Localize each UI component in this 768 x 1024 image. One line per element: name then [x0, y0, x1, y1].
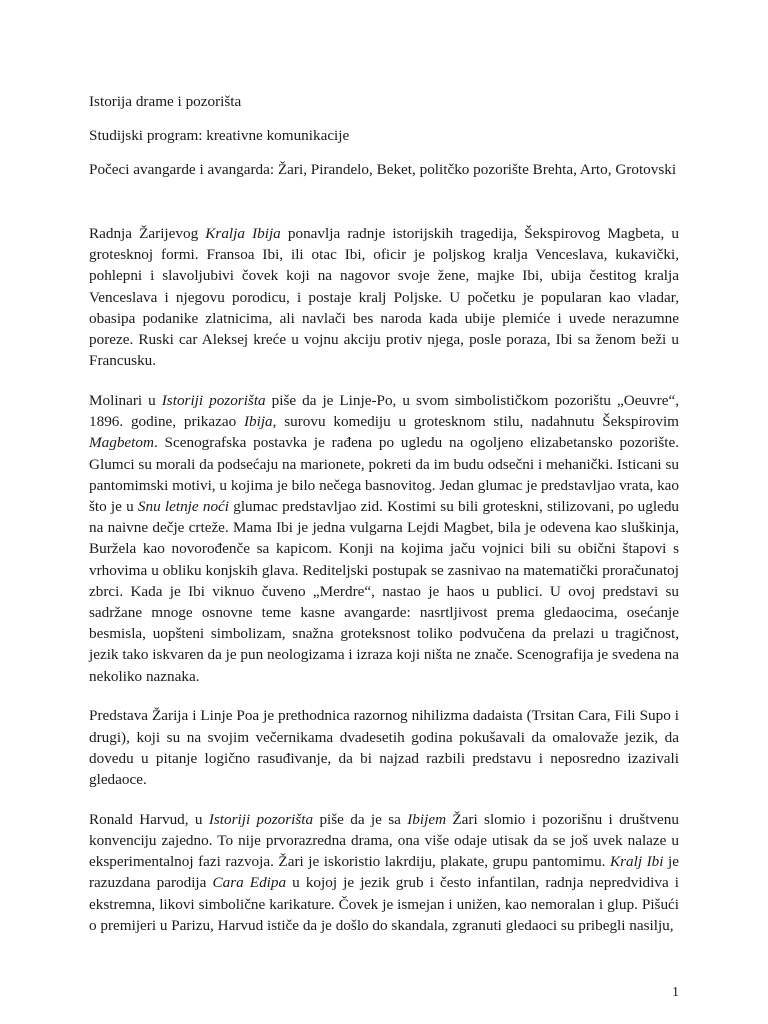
page-number: 1	[672, 985, 679, 1000]
play-title: Ibijem	[407, 810, 447, 828]
paragraph-2: Molinari u Istoriji pozorišta piše da je Linje-Po, u svom simbolističkom pozorištu „Oeuvre“, 1896. godine, prikazao Ibija, surovu komediju u grotesknom stilu, nadahnutu Šekspirovim Magbetom. Scenografska postavka je rađena po ugledu na ogoljeno elizabetansko pozorište. Glumci su morali da podsećaju na marionete, pokreti da im budu odsečni i mehanički. Isticani su pantomimski motivi, u kojima je bilo nečega basnovitog. Jedan glumac je predstavljao vrata, kao što je u Snu letnje noći glumac predstavljao zid. Kostimi su bili groteskni, stilizovani, po ugledu na naivne dečje crteže. Mama Ibi je jedna vulgarna Lejdi Magbet, bila je odevena kao sluškinja, Buržela kao novorođenče sa kapicom. Konji na kojima jaču vojnici bili su obični štapovi s vrhovima u obliku konjskih glava. Rediteljski postupak se zasnivao na matematički proračunatoj zbrci. Kada je Ibi viknuo čuveno „Merdre“, nastao je haos u publici. U ovoj predstavi su sadržane mnoge osnovne teme kasne avangarde: nasrtljivost prema gledaocima, osećanje besmisla, uopšteni simbolizam, snažna groteksnost toliko podvučena da prelazi u tragičnost, jezik tako iskvaren da je pun neologizama i izraza koji ništa ne znače. Scenografija je svedena na nekoliko naznaka.	[89, 392, 680, 685]
play-title: Snu letnje noći	[137, 498, 230, 516]
play-title: Cara Edipa	[212, 874, 287, 892]
play-title: Ibija	[243, 413, 273, 431]
lecture-topic: Počeci avangarde i avangarda: Žari, Pirandelo, Beket, politčko pozorište Brehta, Arto, Grotovski	[89, 161, 677, 178]
play-title: Kralja Ibija	[205, 225, 281, 242]
paragraph-4: Ronald Harvud, u Istoriji pozorišta piše da je sa Ibijem Žari slomio i pozorišnu i društvenu konvenciju zajedno. To nije prvorazredna drama, ona više odaje utisak da se još uvek nalaze u eksperimentalnoj fazi razvoja. Žari je iskoristio lakrdiju, plakate, grupu pantomimu. Kralj Ibi je razuzdana parodija Cara Edipa u kojoj je jezik grub i često infantilan, radnja nepredvidiva i ekstremna, likovi simbolične karikature. Čovek je ismejan i unižen, kao nemoralan i glup. Pišući o premijeri u Parizu, Harvud ističe da je došlo do skandala, zgranuti gledaoci su pribegli nasilju,	[89, 810, 679, 934]
paragraph-3: Predstava Žarija i Linje Poa je prethodnica razornog nihilizma dadaista (Trsitan Cara, Fili Supo i drugi), koji su na svojim večernikama dvadesetih godina pokušavali da omalovaže jezik, da dovedu u pitanje logično rasuđivanje, da bi najzad razbili predstavu i neposredno izazivali gledaoce.	[89, 707, 679, 789]
paragraph-1: Radnja Žarijevog Kralja Ibija ponavlja radnje istorijskih tragedija, Šekspirovog Magbeta, u grotesknoj formi. Fransoa Ibi, ili otac Ibi, oficir je poljskog kralja Venceslava, kukavički, pohlepni i slavoljubivi čovek koji na nagovor svoje žene, majke Ibi, ubija čestitog kralja Venceslava i njegovu porodicu, i postaje kralj Poljske. U početku je popularan kao vladar, obasipa podanike zlatnicima, ali navlači bes naroda kada ubije plemiće i uvede nerazumne poreze. Ruski car Aleksej kreće u vojnu akciju protiv njega, posle poraza, Ibi sa ženom beži u Francusku.	[89, 225, 679, 370]
play-title: Kralj Ibi	[610, 853, 664, 871]
document-body	[89, 223, 679, 955]
study-program: Studijski program: kreativne komunikacije	[89, 127, 350, 144]
play-title: Magbetom	[89, 434, 154, 452]
book-title: Istoriji pozorišta	[161, 392, 266, 410]
book-title: Istoriji pozorišta	[208, 810, 314, 828]
course-title: Istorija drame i pozorišta	[89, 93, 242, 110]
